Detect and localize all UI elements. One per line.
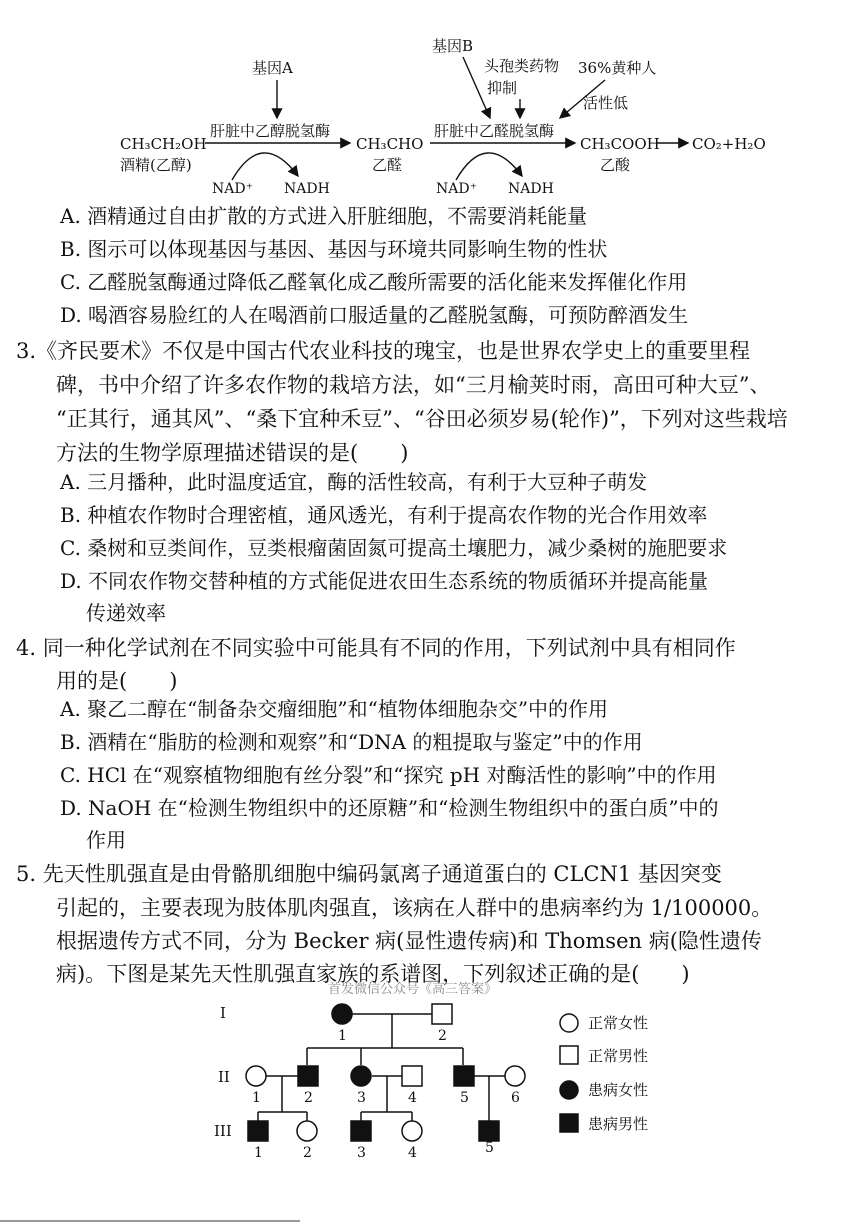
q3-stem-line-1: 3.《齐民要术》不仅是中国古代农业科技的瑰宝，也是世界农学史上的重要里程 (16, 339, 751, 363)
iii2-normal-female (297, 1121, 317, 1141)
nad-curve-2 (456, 153, 522, 180)
i1-affected-female (332, 1004, 352, 1024)
ii3-affected-female (351, 1066, 371, 1086)
footer-rule (0, 1220, 300, 1222)
ii1-normal-female (246, 1066, 266, 1086)
q3-option-c: C. 桑树和豆类间作，豆类根瘤菌固氮可提高土壤肥力，减少桑树的施肥要求 (60, 536, 728, 560)
svg-text:4: 4 (408, 1145, 417, 1161)
acetic-acid-name: 乙酸 (600, 156, 631, 174)
q3-option-a: A. 三月播种，此时温度适宜，酶的活性较高，有利于大豆种子萌发 (60, 470, 648, 494)
q5-stem-line-2: 引起的，主要表现为肢体肌肉强直，该病在人群中的患病率约为 1/100000。 (56, 896, 773, 920)
svg-text:5: 5 (460, 1090, 469, 1106)
legend-normal-male-symbol (560, 1046, 578, 1064)
ethanol-name: 酒精(乙醇) (120, 156, 192, 174)
low-activity-label: 活性低 (583, 94, 629, 112)
q3-stem-line-4: 方法的生物学原理描述错误的是( ) (56, 441, 409, 465)
q4-option-c: C. HCl 在“观察植物细胞有丝分裂”和“探究 pH 对酶活性的影响”中的作用 (60, 763, 717, 787)
pedigree-chart (0, 990, 868, 1205)
q5-stem-line-4: 病)。下图是某先天性肌强直家族的系谱图，下列叙述正确的是( ) (56, 962, 690, 986)
gen-label-i: I (220, 1004, 226, 1022)
q3-option-b: B. 种植农作物时合理密植，通风透光，有利于提高农作物的光合作用效率 (60, 503, 708, 527)
q3-option-d: D. 不同农作物交替种植的方式能促进农田生态系统的物质循环并提高能量 (60, 569, 709, 593)
gene-b-label: 基因B (432, 37, 474, 55)
nad-curve-1 (232, 153, 298, 180)
q4-option-b: B. 酒精在“脂肪的检测和观察”和“DNA 的粗提取与鉴定”中的作用 (60, 730, 643, 754)
legend-affected-male-symbol (560, 1114, 578, 1132)
svg-text:6: 6 (511, 1090, 520, 1106)
yellow-race-label: 36%黄种人 (578, 59, 657, 77)
q4-option-a: A. 聚乙二醇在“制备杂交瘤细胞”和“植物体细胞杂交”中的作用 (60, 697, 609, 721)
svg-text:1: 1 (252, 1090, 261, 1106)
q5-stem-line-1: 5. 先天性肌强直是由骨骼肌细胞中编码氯离子通道蛋白的 CLCN1 基因突变 (16, 862, 722, 886)
q4-stem-line-2: 用的是( ) (56, 669, 178, 693)
q2-option-b: B. 图示可以体现基因与基因、基因与环境共同影响生物的性状 (60, 237, 608, 261)
nadh1-label: NADH (284, 181, 330, 197)
i2-normal-male (432, 1004, 452, 1024)
q3-stem-line-3: “正其行，通其风”、“桑下宜种禾豆”、“谷田必须岁易(轮作)”，下列对这些栽培 (56, 407, 788, 431)
ii6-normal-female (505, 1066, 525, 1086)
watermark: 首发微信公众号《高三答案》 (328, 982, 498, 997)
acetic-acid-formula: CH₃COOH (580, 135, 660, 153)
acetaldehyde-name: 乙醛 (372, 156, 403, 174)
svg-text:4: 4 (408, 1090, 417, 1106)
svg-text:2: 2 (303, 1145, 312, 1161)
q4-option-d-cont: 作用 (86, 828, 126, 852)
enzyme1-label: 肝脏中乙醇脱氢酶 (210, 122, 331, 140)
q2-option-c: C. 乙醛脱氢酶通过降低乙醛氧化成乙酸所需要的活化能来发挥催化作用 (60, 270, 688, 294)
ethanol-formula: CH₃CH₂OH (120, 135, 207, 153)
iii5-affected-male (479, 1121, 499, 1141)
svg-text:1: 1 (254, 1145, 263, 1161)
q4-option-d: D. NaOH 在“检测生物组织中的还原糖”和“检测生物组织中的蛋白质”中的 (60, 796, 719, 820)
q4-stem-line-1: 4. 同一种化学试剂在不同实验中可能具有不同的作用，下列试剂中具有相同作 (16, 636, 736, 660)
svg-text:3: 3 (357, 1145, 366, 1161)
nad1-label: NAD⁺ (212, 181, 253, 197)
svg-text:3: 3 (357, 1090, 366, 1106)
nadh2-label: NADH (508, 181, 554, 197)
acetaldehyde-formula: CH₃CHO (356, 135, 424, 153)
svg-text:2: 2 (438, 1028, 447, 1044)
ii2-affected-male (298, 1066, 318, 1086)
ii5-affected-male (454, 1066, 474, 1086)
q2-option-a: A. 酒精通过自由扩散的方式进入肝脏细胞，不需要消耗能量 (60, 204, 588, 228)
legend-normal-male: 正常男性 (588, 1047, 649, 1065)
legend-affected-female: 患病女性 (588, 1081, 649, 1099)
iii3-affected-male (351, 1121, 371, 1141)
legend-affected-female-symbol (560, 1081, 578, 1099)
gen-label-ii: II (218, 1068, 230, 1086)
iii1-affected-male (248, 1121, 268, 1141)
enzyme2-label: 肝脏中乙醛脱氢酶 (434, 122, 555, 140)
nad2-label: NAD⁺ (436, 181, 477, 197)
inhibit-label: 抑制 (487, 79, 518, 97)
legend-normal-female-symbol (560, 1014, 578, 1032)
gen-label-iii: III (214, 1122, 232, 1140)
iii4-normal-female (402, 1121, 422, 1141)
alcohol-metabolism-diagram (0, 0, 868, 200)
products-formula: CO₂+H₂O (692, 135, 766, 153)
cephalosporin-label: 头孢类药物 (484, 57, 560, 75)
svg-text:5: 5 (485, 1140, 494, 1156)
q2-option-d: D. 喝酒容易脸红的人在喝酒前口服适量的乙醛脱氢酶，可预防醉酒发生 (60, 303, 689, 327)
ii4-normal-male (402, 1066, 422, 1086)
q3-stem-line-2: 碑，书中介绍了许多农作物的栽培方法，如“三月榆荚时雨，高田可种大豆”、 (56, 373, 771, 397)
svg-text:1: 1 (338, 1028, 347, 1044)
gene-a-label: 基因A (252, 59, 293, 77)
q5-stem-line-3: 根据遗传方式不同，分为 Becker 病(显性遗传病)和 Thomsen 病(隐性遗传 (56, 929, 762, 953)
legend-affected-male: 患病男性 (588, 1115, 649, 1133)
legend-normal-female: 正常女性 (588, 1014, 649, 1032)
svg-text:2: 2 (304, 1090, 313, 1106)
q3-option-d-cont: 传递效率 (86, 601, 166, 625)
